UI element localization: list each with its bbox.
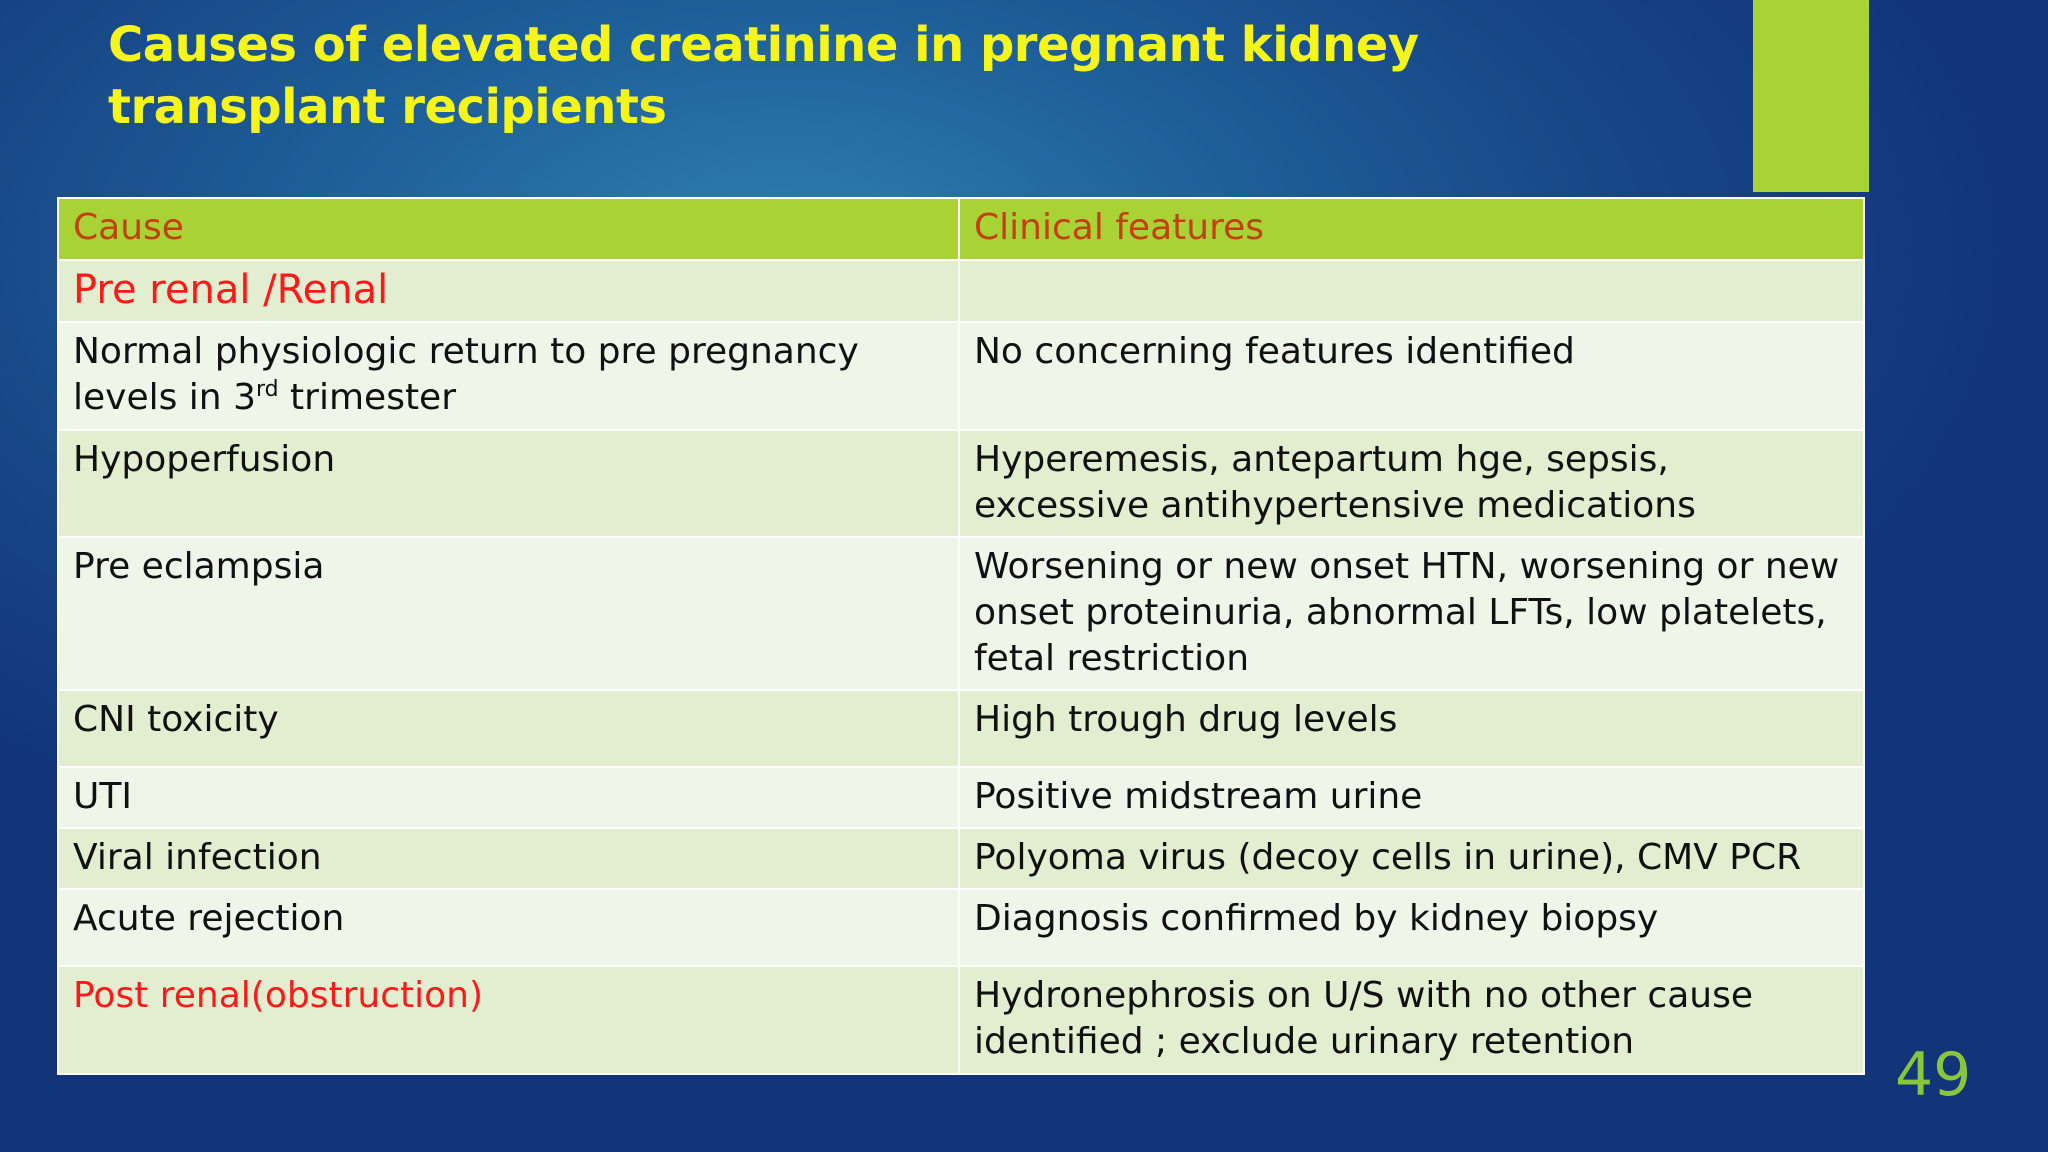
- causes-table: [57, 197, 1865, 1075]
- features-cell: Polyoma virus (decoy cells in urine), CMV PCR: [959, 828, 1864, 889]
- table-row: [58, 828, 1864, 889]
- page-number: 49: [1895, 1040, 1972, 1110]
- table-row: [58, 690, 1864, 767]
- cause-cell: Pre eclampsia: [58, 537, 959, 690]
- table-row: [58, 966, 1864, 1074]
- table-row: [58, 430, 1864, 537]
- cause-superscript: rd: [255, 377, 279, 402]
- section-post-renal: Post renal(obstruction): [58, 966, 959, 1074]
- table-row: [58, 767, 1864, 828]
- section-pre-renal: Pre renal /Renal: [58, 260, 959, 322]
- features-cell: Hyperemesis, antepartum hge, sepsis, excessive antihypertensive medications: [959, 430, 1864, 537]
- header-clinical-features: Clinical features: [959, 198, 1864, 260]
- features-cell: No concerning features identified: [959, 322, 1864, 430]
- cause-cell: Viral infection: [58, 828, 959, 889]
- cause-cell: CNI toxicity: [58, 690, 959, 767]
- slide-title: Causes of elevated creatinine in pregnant kidney transplant recipients: [108, 17, 1419, 135]
- cause-cell: Hypoperfusion: [58, 430, 959, 537]
- features-cell: Hydronephrosis on U/S with no other cause identified ; exclude urinary retention: [959, 966, 1864, 1074]
- table-row: [58, 889, 1864, 966]
- features-cell: Diagnosis confirmed by kidney biopsy: [959, 889, 1864, 966]
- features-cell: Positive midstream urine: [959, 767, 1864, 828]
- cause-text: Normal physiologic return to pre pregnancy levels in 3: [73, 331, 859, 418]
- table-header-row: [58, 198, 1864, 260]
- table-row: [58, 260, 1864, 322]
- table-row: [58, 322, 1864, 430]
- cause-text-tail: trimester: [278, 377, 457, 418]
- features-cell: Worsening or new onset HTN, worsening or new onset proteinuria, abnormal LFTs, low platelets, fetal restriction: [959, 537, 1864, 690]
- features-cell: High trough drug levels: [959, 690, 1864, 767]
- features-cell: [959, 260, 1864, 322]
- cause-cell: [58, 322, 959, 430]
- cause-cell: UTI: [58, 767, 959, 828]
- accent-bar: [1753, 0, 1869, 192]
- table-row: [58, 537, 1864, 690]
- header-cause: Cause: [58, 198, 959, 260]
- cause-cell: Acute rejection: [58, 889, 959, 966]
